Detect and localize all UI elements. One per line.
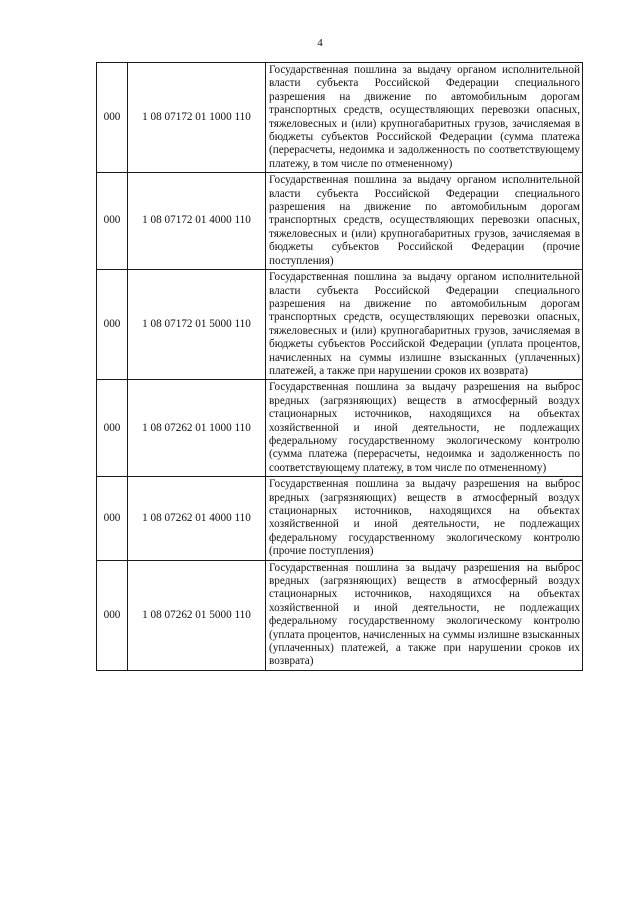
budget-code-cell: 1 08 07172 01 1000 110 — [128, 63, 266, 173]
budget-code-cell: 1 08 07172 01 4000 110 — [128, 173, 266, 270]
admin-code-cell: 000 — [97, 270, 128, 380]
admin-code-cell: 000 — [97, 63, 128, 173]
table-row — [97, 380, 583, 477]
budget-code-cell: 1 08 07262 01 5000 110 — [128, 560, 266, 670]
table-row — [97, 173, 583, 270]
table-row — [97, 560, 583, 670]
budget-code-cell: 1 08 07262 01 1000 110 — [128, 380, 266, 477]
admin-code-cell: 000 — [97, 477, 128, 560]
revenue-name-cell: Государственная пошлина за выдачу органом исполнительной власти субъекта Российской Федерации специального разрешения на движение по автомобильным дорогам транспортных средств, осуществляющих перевозки опасных, тяжеловесных и (или) крупногабаритных грузов, зачисляемая в бюджеты субъектов Российской Федерации (прочие поступления) — [266, 173, 583, 270]
revenue-name-cell: Государственная пошлина за выдачу разрешения на выброс вредных (загрязняющих) веществ в атмосферный воздух стационарных источников, находящихся на объектах хозяйственной и иной деятельности, не подлежащих федеральному государственному экологическому контролю (прочие поступления) — [266, 477, 583, 560]
admin-code-cell: 000 — [97, 380, 128, 477]
admin-code-cell: 000 — [97, 173, 128, 270]
revenue-name-cell: Государственная пошлина за выдачу разрешения на выброс вредных (загрязняющих) веществ в атмосферный воздух стационарных источников, находящихся на объектах хозяйственной и иной деятельности, не подлежащих федеральному государственному экологическому контролю (уплата процентов, начисленных на суммы излишне взысканных (уплаченных) платежей, а также при нарушении сроков их возврата) — [266, 560, 583, 670]
revenue-name-cell: Государственная пошлина за выдачу органом исполнительной власти субъекта Российской Федерации специального разрешения на движение по автомобильным дорогам транспортных средств, осуществляющих перевозки опасных, тяжеловесных и (или) крупногабаритных грузов, зачисляемая в бюджеты субъектов Российской Федерации (уплата процентов, начисленных на суммы излишне взысканных (уплаченных) платежей, а также при нарушении сроков их возврата) — [266, 270, 583, 380]
revenue-name-cell: Государственная пошлина за выдачу разрешения на выброс вредных (загрязняющих) веществ в атмосферный воздух стационарных источников, находящихся на объектах хозяйственной и иной деятельности, не подлежащих федеральному государственному экологическому контролю (сумма платежа (перерасчеты, недоимка и задолженность по соответствующему платежу, в том числе по отмененному) — [266, 380, 583, 477]
budget-code-cell: 1 08 07172 01 5000 110 — [128, 270, 266, 380]
admin-code-cell: 000 — [97, 560, 128, 670]
revenue-name-cell: Государственная пошлина за выдачу органом исполнительной власти субъекта Российской Федерации специального разрешения на движение по автомобильным дорогам транспортных средств, осуществляющих перевозки опасных, тяжеловесных и (или) крупногабаритных грузов, зачисляемая в бюджеты субъектов Российской Федерации (сумма платежа (перерасчеты, недоимка и задолженность по соответствующему платежу, в том числе по отмененному) — [266, 63, 583, 173]
page-number: 4 — [317, 37, 323, 49]
table-row — [97, 477, 583, 560]
budget-code-cell: 1 08 07262 01 4000 110 — [128, 477, 266, 560]
budget-codes-table — [96, 62, 583, 671]
table-row — [97, 63, 583, 173]
table-row — [97, 270, 583, 380]
